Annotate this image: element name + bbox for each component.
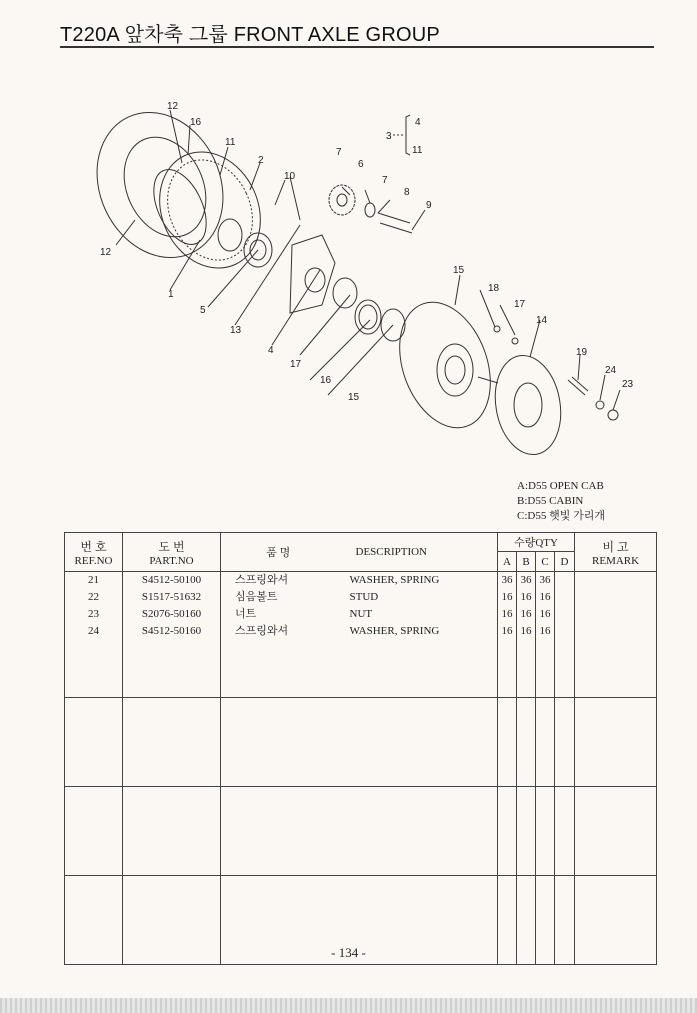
qty-header: 수량QTY — [498, 533, 575, 552]
callout: 8 — [404, 187, 410, 198]
qty-b-header: B — [517, 552, 536, 572]
callout: 15 — [453, 265, 465, 276]
nut — [608, 410, 618, 420]
description-header: DESCRIPTION — [336, 533, 498, 572]
remark-header: 비 고 REMARK — [575, 533, 657, 572]
legend-a: A:D55 OPEN CAB — [517, 480, 604, 492]
qty-c-header: C — [536, 552, 555, 572]
callout: 19 — [576, 347, 588, 358]
callout: 23 — [622, 379, 634, 390]
table-row: 21 S4512-50100 스프링와셔 WASHER, SPRING 36 36 36 — [65, 572, 657, 590]
washer — [596, 401, 604, 409]
part-header: 도 번 PART.NO — [123, 533, 221, 572]
callout: 17 — [290, 359, 302, 370]
wheel-hub — [383, 290, 506, 441]
callout: 4 — [268, 345, 274, 356]
exploded-parts-diagram — [60, 95, 660, 475]
qty-d-header: D — [555, 552, 575, 572]
callout: 10 — [284, 171, 296, 182]
callout: 15 — [348, 392, 360, 403]
callout: 3 — [386, 131, 392, 142]
table-row-empty — [65, 698, 657, 787]
callout: 18 — [488, 283, 500, 294]
table-row-empty — [65, 787, 657, 876]
model-legend — [517, 479, 605, 524]
page-title: T220A 앞차축 그룹 FRONT AXLE GROUP — [60, 24, 440, 46]
callout: 2 — [258, 155, 264, 166]
table-row: 24 S4512-50160 스프링와셔 WASHER, SPRING 16 16 16 — [65, 623, 657, 640]
callout: 9 — [426, 200, 432, 211]
axle-flange — [488, 350, 568, 460]
ref-header: 번 호 REF.NO — [65, 533, 123, 572]
callout: 4 — [415, 117, 421, 128]
callout: 24 — [605, 365, 617, 376]
callout: 1 — [168, 289, 174, 300]
table-row: 22 S1517-51632 심음볼트 STUD 16 16 16 — [65, 589, 657, 606]
callout: 7 — [336, 147, 342, 158]
legend-c: C:D55 햇빛 가리개 — [517, 510, 605, 522]
callout: 13 — [230, 325, 242, 336]
callout: 7 — [382, 175, 388, 186]
callout: 12 — [100, 247, 112, 258]
callout: 11 — [412, 145, 423, 156]
callout: 17 — [514, 299, 526, 310]
legend-b: B:D55 CABIN — [517, 495, 584, 507]
callout: 11 — [225, 137, 236, 148]
table-row-empty — [65, 640, 657, 698]
planet-shaft — [378, 213, 412, 233]
callout: 12 — [167, 101, 179, 112]
callout: 14 — [536, 315, 548, 326]
name-header: 품 명 — [221, 533, 336, 572]
callout: 16 — [320, 375, 332, 386]
qty-a-header: A — [498, 552, 517, 572]
callout: 6 — [358, 159, 364, 170]
scan-edge — [0, 998, 697, 1013]
callout: 5 — [200, 305, 206, 316]
parts-table — [64, 532, 657, 965]
table-row: 23 S2076-50160 너트 NUT 16 16 16 — [65, 606, 657, 623]
callout: 16 — [190, 117, 202, 128]
title-rule — [60, 46, 654, 48]
planet-gear — [329, 185, 355, 215]
page-number: - 134 - — [331, 945, 366, 960]
planet-carrier — [290, 235, 335, 313]
snap-ring — [333, 278, 357, 308]
